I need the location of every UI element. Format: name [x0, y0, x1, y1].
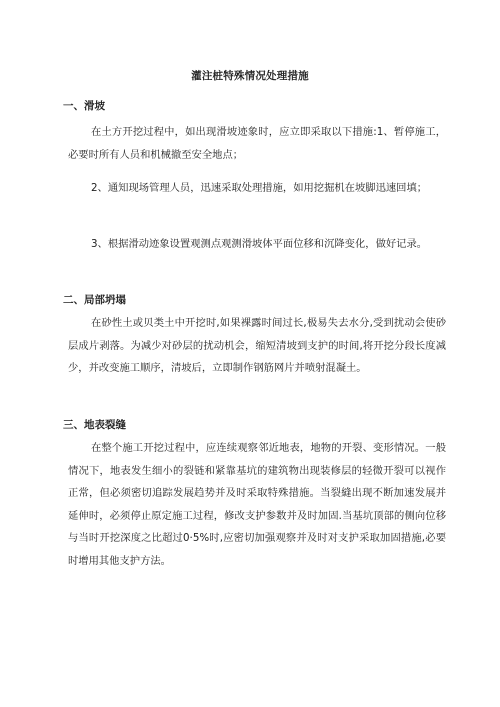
paragraph: 3、根据滑动迹象设置观测点观测滑坡体平面位移和沉降变化，做好记录。 — [91, 238, 428, 250]
section-heading-landslide: 一、滑坡 — [63, 100, 105, 112]
paragraph: 2、通知现场管理人员，迅速采取处理措施，如用挖掘机在坡脚迅速回填； — [91, 182, 428, 194]
paragraph: 在土方开挖过程中，如出现滑坡迹象时，应立即采取以下措施:1、暂停施工，必要时所有人员和机械撤至安全地点； — [68, 126, 446, 161]
section-heading-local-collapse: 二、局部坍塌 — [63, 294, 126, 306]
document-title: 灌注桩特殊情况处理措施 — [191, 70, 309, 82]
paragraph: 在砂性土或贝类土中开挖时,如果裸露时间过长,极易失去水分,受到扰动会使砂层成片剥落。为减少对砂层的扰动机会，缩短清坡到支护的时间,将开挖分段长度减少，并改变施工顺序，清坡后，立即制作钢筋网片并喷射混凝土。 — [68, 317, 446, 375]
paragraph: 在整个施工开挖过程中，应连续观察邻近地表，地物的开裂、变形情况。一般情况下，地表发生细小的裂链和紧靠基坑的建筑物出现装修层的轻微开裂可以视作正常，但必须密切追踪发展趋势并及时采取特殊措施。当裂縫出现不断加速发展并延伸时，必须停止原定施工过程，修改支护参数并及时加固.当基坑顶部的侧向位移与当时开挖深度之比超过0·5%时,应密切加强观察并及时对支护采取加固措施,必要时增用其他支护方法。 — [68, 442, 446, 567]
section-heading-surface-cracks: 三、地表裂缝 — [63, 419, 126, 431]
